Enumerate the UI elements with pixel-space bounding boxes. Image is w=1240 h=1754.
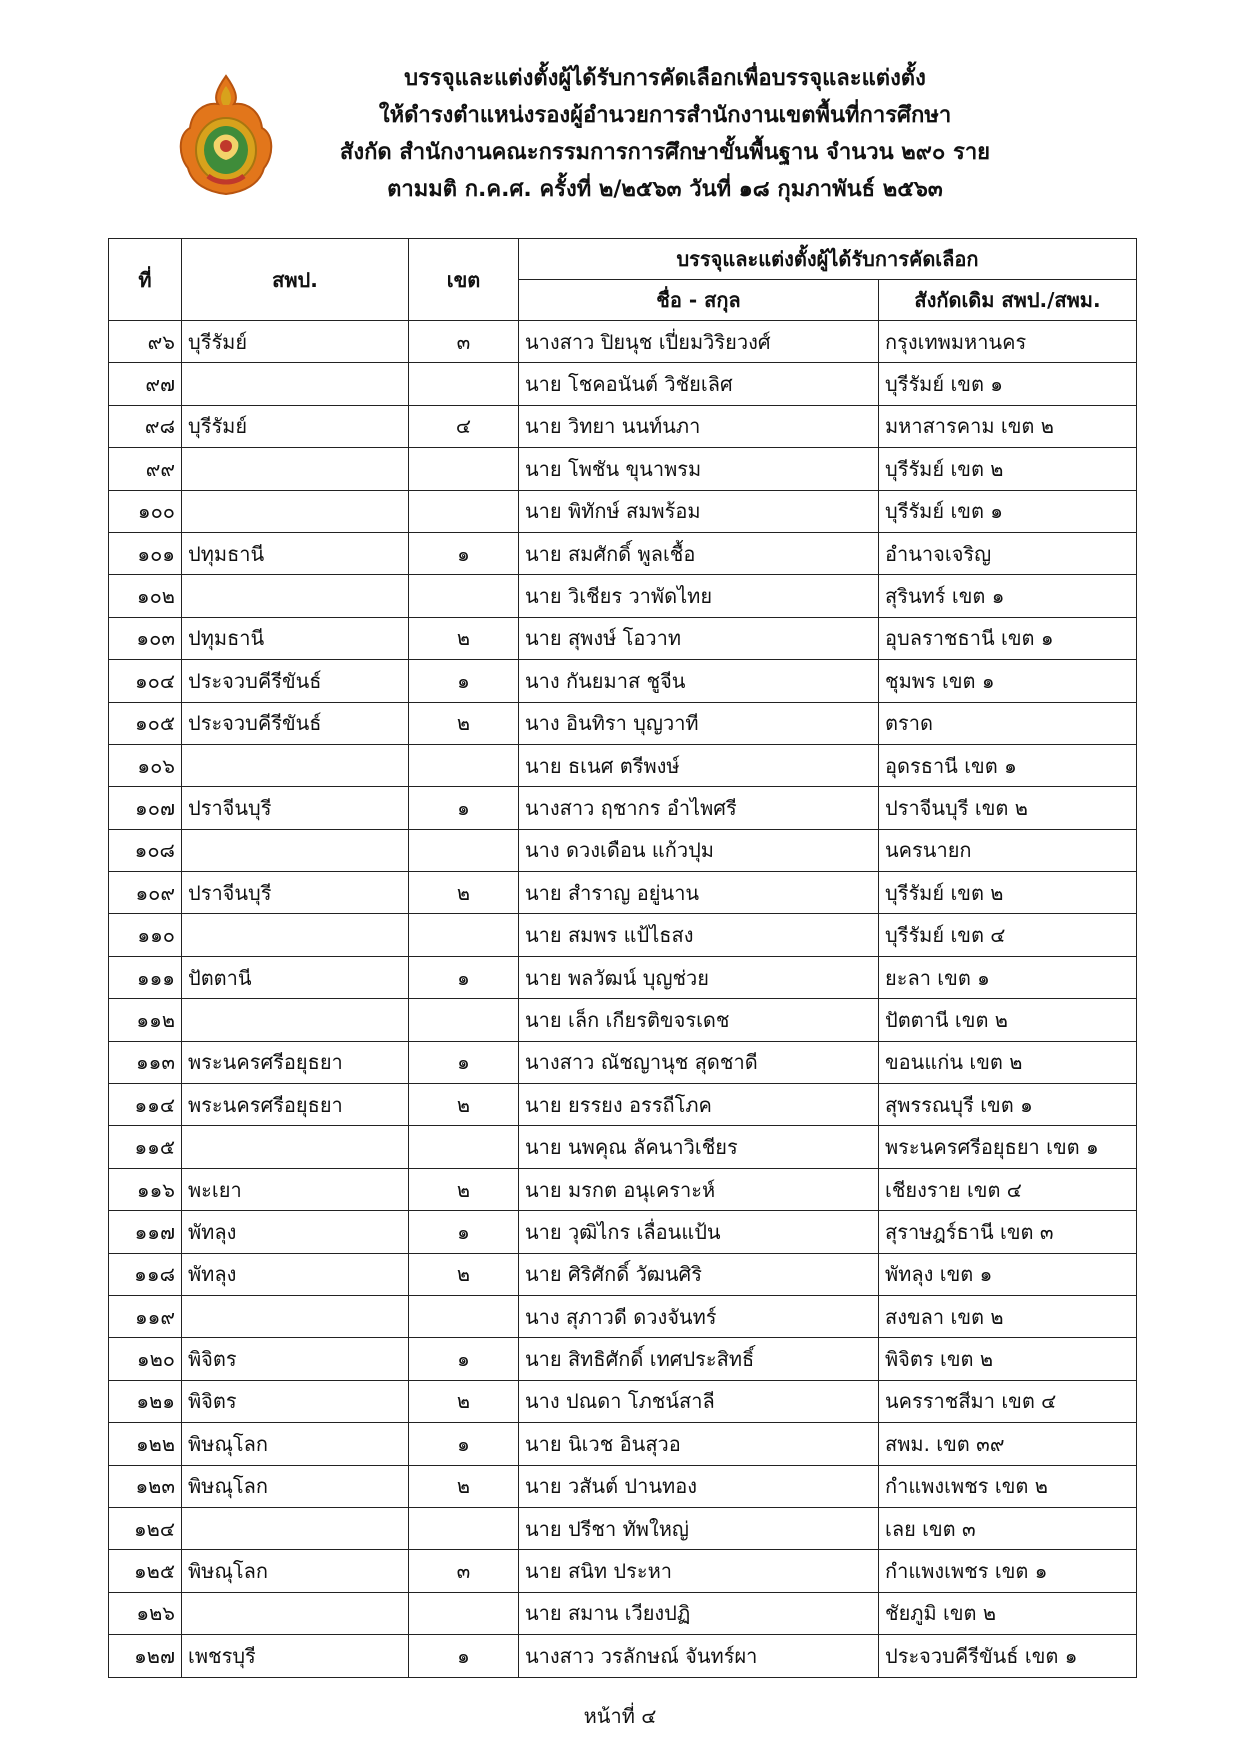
cell-no: ๑๒๑ <box>109 1380 182 1422</box>
cell-no: ๙๘ <box>109 405 182 447</box>
cell-no: ๑๑๓ <box>109 1041 182 1083</box>
appointment-table <box>108 238 1137 1678</box>
cell-origin: กรุงเทพมหานคร <box>879 321 1137 363</box>
cell-no: ๑๑๐ <box>109 914 182 956</box>
cell-origin: บุรีรัมย์ เขต ๑ <box>879 363 1137 405</box>
table-row <box>109 1211 1137 1253</box>
cell-zone: ๑ <box>409 956 519 998</box>
cell-name: นาย สุพงษ์ โอวาท <box>519 617 879 659</box>
header-group: บรรจุและแต่งตั้งผู้ได้รับการคัดเลือก <box>519 239 1137 280</box>
table-row <box>109 1253 1137 1295</box>
cell-name: นาง อินทิรา บุญวาที <box>519 702 879 744</box>
cell-name: นางสาว ณัชญานุช สุดชาดี <box>519 1041 879 1083</box>
cell-zone <box>409 829 519 871</box>
cell-origin: เลย เขต ๓ <box>879 1507 1137 1549</box>
cell-name: นาย ศิริศักดิ์ วัฒนศิริ <box>519 1253 879 1295</box>
cell-origin: เชียงราย เขต ๔ <box>879 1168 1137 1210</box>
cell-no: ๙๖ <box>109 321 182 363</box>
cell-no: ๑๒๓ <box>109 1465 182 1507</box>
cell-no: ๑๒๒ <box>109 1423 182 1465</box>
table-row <box>109 1295 1137 1337</box>
table-row <box>109 1635 1137 1677</box>
cell-name: นาย โชคอนันต์ วิชัยเลิศ <box>519 363 879 405</box>
cell-area: ประจวบคีรีขันธ์ <box>182 660 409 702</box>
cell-name: นาย สมาน เวียงปฏิ <box>519 1592 879 1634</box>
table-row <box>109 872 1137 914</box>
cell-area <box>182 1295 409 1337</box>
cell-origin: บุรีรัมย์ เขต ๔ <box>879 914 1137 956</box>
cell-origin: บุรีรัมย์ เขต ๒ <box>879 872 1137 914</box>
cell-no: ๑๐๖ <box>109 744 182 786</box>
cell-area <box>182 448 409 490</box>
cell-origin: สพม. เขต ๓๙ <box>879 1423 1137 1465</box>
cell-origin: พระนครศรีอยุธยา เขต ๑ <box>879 1126 1137 1168</box>
cell-no: ๑๒๔ <box>109 1507 182 1549</box>
cell-no: ๑๐๔ <box>109 660 182 702</box>
cell-area: พิจิตร <box>182 1380 409 1422</box>
cell-zone <box>409 1295 519 1337</box>
cell-origin: บุรีรัมย์ เขต ๒ <box>879 448 1137 490</box>
table-row <box>109 1423 1137 1465</box>
cell-no: ๙๗ <box>109 363 182 405</box>
cell-area: พิษณุโลก <box>182 1550 409 1592</box>
cell-zone: ๒ <box>409 872 519 914</box>
table-row <box>109 1380 1137 1422</box>
cell-zone: ๑ <box>409 1338 519 1380</box>
cell-area: พิษณุโลก <box>182 1423 409 1465</box>
cell-name: นาย ธเนศ ตรีพงษ์ <box>519 744 879 786</box>
header-origin: สังกัดเดิม สพป./สพม. <box>879 280 1137 321</box>
table-row <box>109 1168 1137 1210</box>
cell-origin: ยะลา เขต ๑ <box>879 956 1137 998</box>
cell-name: นาย สมศักดิ์ พูลเชื้อ <box>519 532 879 574</box>
cell-no: ๑๐๗ <box>109 787 182 829</box>
cell-zone <box>409 448 519 490</box>
cell-area <box>182 363 409 405</box>
cell-origin: ประจวบคีรีขันธ์ เขต ๑ <box>879 1635 1137 1677</box>
cell-no: ๑๐๓ <box>109 617 182 659</box>
cell-name: นางสาว ปิยนุช เปี่ยมวิริยวงศ์ <box>519 321 879 363</box>
table-row <box>109 829 1137 871</box>
cell-area: ปทุมธานี <box>182 617 409 659</box>
header-name: ชื่อ - สกุล <box>519 280 879 321</box>
cell-area: พระนครศรีอยุธยา <box>182 1041 409 1083</box>
cell-origin: อุบลราชธานี เขต ๑ <box>879 617 1137 659</box>
cell-area <box>182 999 409 1041</box>
cell-origin: ชุมพร เขต ๑ <box>879 660 1137 702</box>
cell-origin: นครราชสีมา เขต ๔ <box>879 1380 1137 1422</box>
header-no: ที่ <box>109 239 182 321</box>
header-area: สพป. <box>182 239 409 321</box>
cell-no: ๑๑๑ <box>109 956 182 998</box>
cell-area: พิษณุโลก <box>182 1465 409 1507</box>
cell-zone <box>409 575 519 617</box>
cell-origin: ขอนแก่น เขต ๒ <box>879 1041 1137 1083</box>
cell-area: บุรีรัมย์ <box>182 321 409 363</box>
cell-area: พระนครศรีอยุธยา <box>182 1084 409 1126</box>
cell-zone: ๒ <box>409 702 519 744</box>
cell-origin: สุพรรณบุรี เขต ๑ <box>879 1084 1137 1126</box>
cell-name: นาย พลวัฒน์ บุญช่วย <box>519 956 879 998</box>
cell-no: ๑๐๙ <box>109 872 182 914</box>
cell-zone: ๑ <box>409 1423 519 1465</box>
cell-no: ๑๑๘ <box>109 1253 182 1295</box>
cell-area: ปทุมธานี <box>182 532 409 574</box>
cell-zone <box>409 999 519 1041</box>
cell-origin: ปราจีนบุรี เขต ๒ <box>879 787 1137 829</box>
cell-name: นาย วสันต์ ปานทอง <box>519 1465 879 1507</box>
cell-origin: สงขลา เขต ๒ <box>879 1295 1137 1337</box>
header-zone: เขต <box>409 239 519 321</box>
table-row <box>109 1338 1137 1380</box>
cell-name: นาง กันยมาส ชูจีน <box>519 660 879 702</box>
cell-origin: สุราษฎร์ธานี เขต ๓ <box>879 1211 1137 1253</box>
cell-name: นางสาว วรลักษณ์ จันทร์ผา <box>519 1635 879 1677</box>
cell-no: ๑๒๐ <box>109 1338 182 1380</box>
cell-origin: ตราด <box>879 702 1137 744</box>
cell-name: นางสาว ฤชากร อำไพศรี <box>519 787 879 829</box>
table-row <box>109 1465 1137 1507</box>
table-row <box>109 575 1137 617</box>
cell-name: นาย พิทักษ์ สมพร้อม <box>519 490 879 532</box>
cell-origin: นครนายก <box>879 829 1137 871</box>
cell-zone <box>409 1507 519 1549</box>
cell-origin: สุรินทร์ เขต ๑ <box>879 575 1137 617</box>
header-line-4: ตามมติ ก.ค.ศ. ครั้งที่ ๒/๒๕๖๓ วันที่ ๑๘ กุมภาพันธ์ ๒๕๖๓ <box>387 177 943 202</box>
cell-no: ๑๒๕ <box>109 1550 182 1592</box>
cell-zone: ๔ <box>409 405 519 447</box>
cell-name: นาย วุฒิไกร เลื่อนแป้น <box>519 1211 879 1253</box>
cell-name: นาย โพชัน ขุนาพรม <box>519 448 879 490</box>
cell-zone <box>409 363 519 405</box>
cell-zone: ๑ <box>409 1041 519 1083</box>
cell-zone: ๑ <box>409 787 519 829</box>
table-row <box>109 660 1137 702</box>
cell-name: นาย นิเวช อินสุวอ <box>519 1423 879 1465</box>
cell-name: นาย สิทธิศักดิ์ เทศประสิทธิ์ <box>519 1338 879 1380</box>
cell-name: นาย นพคุณ ลัคนาวิเชียร <box>519 1126 879 1168</box>
cell-origin: พัทลุง เขต ๑ <box>879 1253 1137 1295</box>
cell-zone: ๒ <box>409 1380 519 1422</box>
cell-zone: ๒ <box>409 1253 519 1295</box>
cell-area <box>182 744 409 786</box>
cell-area: เพชรบุรี <box>182 1635 409 1677</box>
cell-origin: อำนาจเจริญ <box>879 532 1137 574</box>
cell-zone <box>409 744 519 786</box>
cell-zone: ๑ <box>409 532 519 574</box>
cell-area <box>182 1592 409 1634</box>
cell-no: ๑๐๘ <box>109 829 182 871</box>
cell-name: นาง ดวงเดือน แก้วปุม <box>519 829 879 871</box>
cell-origin: อุดรธานี เขต ๑ <box>879 744 1137 786</box>
cell-area <box>182 575 409 617</box>
cell-name: นาย ปรีชา ทัพใหญ่ <box>519 1507 879 1549</box>
cell-name: นาย มรกต อนุเคราะห์ <box>519 1168 879 1210</box>
cell-name: นาย สำราญ อยู่นาน <box>519 872 879 914</box>
cell-zone: ๑ <box>409 660 519 702</box>
cell-origin: ปัตตานี เขต ๒ <box>879 999 1137 1041</box>
table-row <box>109 1592 1137 1634</box>
table-body <box>109 321 1137 1678</box>
cell-name: นาย วิทยา นนท์นภา <box>519 405 879 447</box>
cell-no: ๑๐๒ <box>109 575 182 617</box>
cell-zone <box>409 490 519 532</box>
header-line-3: สังกัด สำนักงานคณะกรรมการการศึกษาขั้นพื้นฐาน จำนวน ๒๙๐ ราย <box>339 140 991 165</box>
cell-name: นาย เล็ก เกียรติขจรเดช <box>519 999 879 1041</box>
table-row <box>109 321 1137 363</box>
cell-no: ๑๑๖ <box>109 1168 182 1210</box>
cell-area <box>182 829 409 871</box>
cell-area <box>182 1507 409 1549</box>
cell-name: นาย ยรรยง อรรถีโภค <box>519 1084 879 1126</box>
cell-origin: กำแพงเพชร เขต ๑ <box>879 1550 1137 1592</box>
table-row <box>109 956 1137 998</box>
cell-area: พะเยา <box>182 1168 409 1210</box>
cell-area <box>182 490 409 532</box>
cell-area: บุรีรัมย์ <box>182 405 409 447</box>
table-row <box>109 1126 1137 1168</box>
cell-no: ๑๑๔ <box>109 1084 182 1126</box>
cell-no: ๑๐๑ <box>109 532 182 574</box>
cell-area: พิจิตร <box>182 1338 409 1380</box>
cell-name: นาย สนิท ประหา <box>519 1550 879 1592</box>
cell-area <box>182 1126 409 1168</box>
table-row <box>109 448 1137 490</box>
cell-area: ปราจีนบุรี <box>182 872 409 914</box>
table-row <box>109 1550 1137 1592</box>
cell-name: นาง สุภาวดี ดวงจันทร์ <box>519 1295 879 1337</box>
cell-zone: ๒ <box>409 1084 519 1126</box>
table-row <box>109 490 1137 532</box>
header-line-2: ให้ดำรงตำแหน่งรองผู้อำนวยการสำนักงานเขตพื้นที่การศึกษา <box>378 103 952 128</box>
cell-no: ๑๑๒ <box>109 999 182 1041</box>
cell-area: พัทลุง <box>182 1253 409 1295</box>
table-row <box>109 1507 1137 1549</box>
cell-no: ๑๐๕ <box>109 702 182 744</box>
page-number: หน้าที่ ๔ <box>583 1704 657 1728</box>
cell-no: ๑๐๐ <box>109 490 182 532</box>
cell-no: ๑๑๙ <box>109 1295 182 1337</box>
table-row <box>109 787 1137 829</box>
cell-area: ประจวบคีรีขันธ์ <box>182 702 409 744</box>
cell-name: นาย สมพร แป้ไธสง <box>519 914 879 956</box>
cell-zone: ๓ <box>409 321 519 363</box>
cell-origin: ชัยภูมิ เขต ๒ <box>879 1592 1137 1634</box>
document-header <box>0 60 1240 208</box>
cell-zone <box>409 1592 519 1634</box>
table-row <box>109 617 1137 659</box>
table-row <box>109 532 1137 574</box>
cell-area <box>182 914 409 956</box>
cell-name: นาง ปณดา โภชน์สาลี <box>519 1380 879 1422</box>
cell-zone: ๑ <box>409 1211 519 1253</box>
cell-zone: ๒ <box>409 1168 519 1210</box>
table-row <box>109 405 1137 447</box>
table-row <box>109 914 1137 956</box>
cell-zone: ๓ <box>409 1550 519 1592</box>
cell-zone: ๑ <box>409 1635 519 1677</box>
cell-no: ๑๑๕ <box>109 1126 182 1168</box>
cell-area: ปัตตานี <box>182 956 409 998</box>
cell-origin: มหาสารคาม เขต ๒ <box>879 405 1137 447</box>
cell-zone: ๒ <box>409 617 519 659</box>
table-row <box>109 999 1137 1041</box>
table-row <box>109 1041 1137 1083</box>
table-row <box>109 1084 1137 1126</box>
header-line-1: บรรจุและแต่งตั้งผู้ได้รับการคัดเลือกเพื่อบรรจุและแต่งตั้ง <box>404 66 926 91</box>
cell-zone <box>409 914 519 956</box>
table-row <box>109 744 1137 786</box>
table-row <box>109 363 1137 405</box>
cell-origin: บุรีรัมย์ เขต ๑ <box>879 490 1137 532</box>
cell-zone: ๒ <box>409 1465 519 1507</box>
table-row <box>109 702 1137 744</box>
cell-area: พัทลุง <box>182 1211 409 1253</box>
cell-name: นาย วิเชียร วาพัดไทย <box>519 575 879 617</box>
cell-no: ๑๑๗ <box>109 1211 182 1253</box>
cell-zone <box>409 1126 519 1168</box>
cell-origin: กำแพงเพชร เขต ๒ <box>879 1465 1137 1507</box>
cell-origin: พิจิตร เขต ๒ <box>879 1338 1137 1380</box>
cell-no: ๙๙ <box>109 448 182 490</box>
cell-no: ๑๒๗ <box>109 1635 182 1677</box>
cell-no: ๑๒๖ <box>109 1592 182 1634</box>
cell-area: ปราจีนบุรี <box>182 787 409 829</box>
